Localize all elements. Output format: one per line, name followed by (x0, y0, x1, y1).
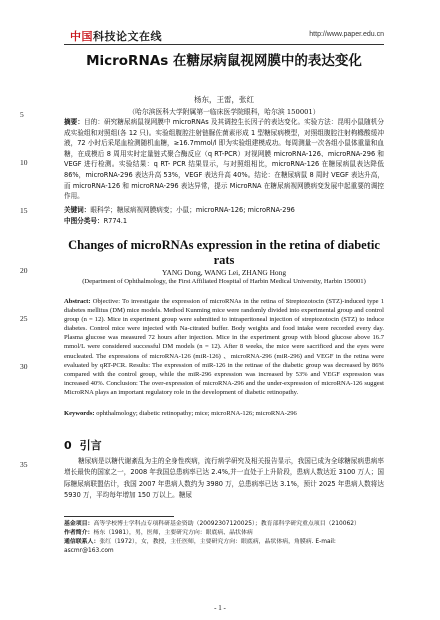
footnote-divider (64, 516, 174, 517)
page-number: - 1 - (214, 604, 226, 612)
classification-cn-label: 中图分类号： (64, 217, 104, 225)
line-number: 30 (20, 362, 28, 371)
keywords-cn-label: 关键词： (64, 206, 91, 214)
abstract-en-text: Objective: To investigate the expression of microRNAs in the retina of Streptozotocin (STZ)-induced type 1 diabetes mellitus (DM) mice models. Method Kunming mice were randomly divided into experimental group and control group (n = 12). Mice in experiment group were submitted to intraperitoneal injection of streptozotocin (STZ) to induce diabetes. Control mice were injected with Na-citrated buffer. Body weights and food intake were recorded every day. Plasma glucose was measured 72 hours after injection. Mice in the experiment group with blood glucose above 16.7 mmol/L were considered successful DM models (n = 12). After 8 weeks, the mice were sacrificed and the eyes were enucleated. The expressions of microRNA-126 (miR-126) 、microRNA-296 (miR-296) and VEGF in the retina were evaluated by qRT-PCR. Results: The expression of miR-126 in the retinae of the diabetic group was decreased by 86% compared with the control group, while the miR-296 expression was increased by 53% and VEGF expression was increased 40%. Conclusion: The over-expression of microRNA-296 and the under-expression of microRNA-126 suggest MicroRNA plays an important regulatory role in the development of diabetic retinopathy. (64, 298, 384, 396)
line-number: 10 (20, 158, 28, 167)
line-number: 15 (20, 206, 28, 215)
abstract-cn-text: 目的：研究糖尿病鼠视网膜中 microRNAs 及其调控生长因子的表达变化。实验方法：昆明小鼠随机分成实验组和对照组(各 12 只)。实验组腹腔注射链脲佐菌素形成 1 型糖尿病模型，对照组腹腔注射枸橼酸缓冲液，72 小时后采尾血检测随机血糖，≥16.7mmol/l 即为实验组建模成功。每周测量一次各组小鼠体重量和血糖，在成模后 8 周用实时定量链式聚合酶反应（q RT-PCR）对视网膜 microRNA-126、microRNA-296 和 VEGF 进行检测。实验结果：q RT- PCR 结果显示，与对照组相比，microRNA-126 在糖尿病鼠表达降低 86%，microRNA-296 表达升高 53%，VEGF 表达升高 40%。结论：在糖尿病鼠 8 周时 VEGF 表达升高，而 microRNA-126 和 microRNA-296 表达异常，提示 MicroRNA 在糖尿病视网膜病变发展中起重要的调控作用。 (64, 118, 385, 201)
abstract-cn-label: 摘要： (64, 118, 84, 126)
site-logo[interactable] (70, 28, 162, 44)
affiliation-en: (Department of Ophthalmology, the First Affiliated Hospital of Harbin Medical University, Harbin 150001) (82, 278, 366, 285)
title-cn: MicroRNAs 在糖尿病鼠视网膜中的表达变化 (86, 53, 362, 69)
section-number: 0 (64, 439, 72, 452)
authors-cn: 杨东，王雷，张红 (194, 95, 254, 104)
footnote-funding (64, 520, 384, 529)
authors-en: YANG Dong, WANG Lei, ZHANG Hong (161, 268, 287, 277)
abstract-en-label: Abstract: (64, 298, 91, 305)
line-number: 20 (20, 266, 28, 275)
abstract-cn (64, 117, 384, 202)
affiliation-cn: （哈尔滨医科大学附属第一临床医学院眼科，哈尔滨 150001） (128, 108, 320, 116)
intro-paragraph: 糖尿病是以糖代谢紊乱为主的全身性疾病，流行病学研究及相关报告显示，我国已成为全球糖尿病患病率增长最快的国家之一，2008 年我国总患病率已达 2.4%,并一直处于上升阶段，患病人数达近 3100 万人；国际糖尿病联盟估计，我国 2007 年患病人数约为 3980 万，总患病率已达 3.1%，预计 2025 年患病人数将达 5930 万，平均每年增加 150 万以上。糖尿 (64, 457, 384, 499)
header-divider (64, 44, 384, 45)
abstract-en (64, 297, 384, 397)
line-number: 5 (20, 110, 24, 119)
contact-label: 通信联系人： (64, 539, 100, 545)
page-header (0, 0, 440, 48)
keywords-en-text: ophthalmology; diabetic retinopathy; mice; microRNA-126; microRNA-296 (94, 410, 297, 417)
title-en: Changes of microRNAs expression in the retina of diabetic rats (68, 238, 380, 267)
contact-text: 张红（1972），女，教授，主任医师，主要研究方向：眼底病，晶状体病，角膜病. E-mail: ascmr@163.com (64, 539, 336, 554)
section-title: 引言 (79, 439, 102, 452)
author-intro-text: 杨东（1981），男，医师，主要研究方向：眼底病、晶状体病 (93, 530, 253, 536)
site-url[interactable]: http://www.paper.edu.cn (309, 31, 384, 38)
logo-dark-text: 科技论文在线 (93, 30, 162, 43)
section-heading (64, 437, 102, 453)
line-number: 35 (20, 460, 28, 469)
author-intro-label: 作者简介： (64, 530, 94, 536)
funding-label: 基金项目： (64, 521, 94, 527)
footnotes (64, 520, 384, 556)
keywords-en-label: Keywords: (64, 410, 95, 417)
footnote-author (64, 529, 384, 538)
keywords-cn (64, 205, 384, 216)
keywords-en (64, 409, 384, 418)
line-number: 25 (20, 314, 28, 323)
classification-cn (64, 216, 384, 227)
logo-red-text: 中国 (70, 30, 93, 43)
classification-cn-text: R774.1 (103, 217, 128, 225)
footnote-contact (64, 538, 384, 556)
keywords-cn-text: 眼科学；糖尿病视网膜病变；小鼠；microRNA-126; microRNA-296 (90, 206, 295, 214)
funding-text: 高等学校博士学科点专项科研基金资助（20092307120025）；教育部科学研究重点项目（210062） (93, 521, 360, 527)
